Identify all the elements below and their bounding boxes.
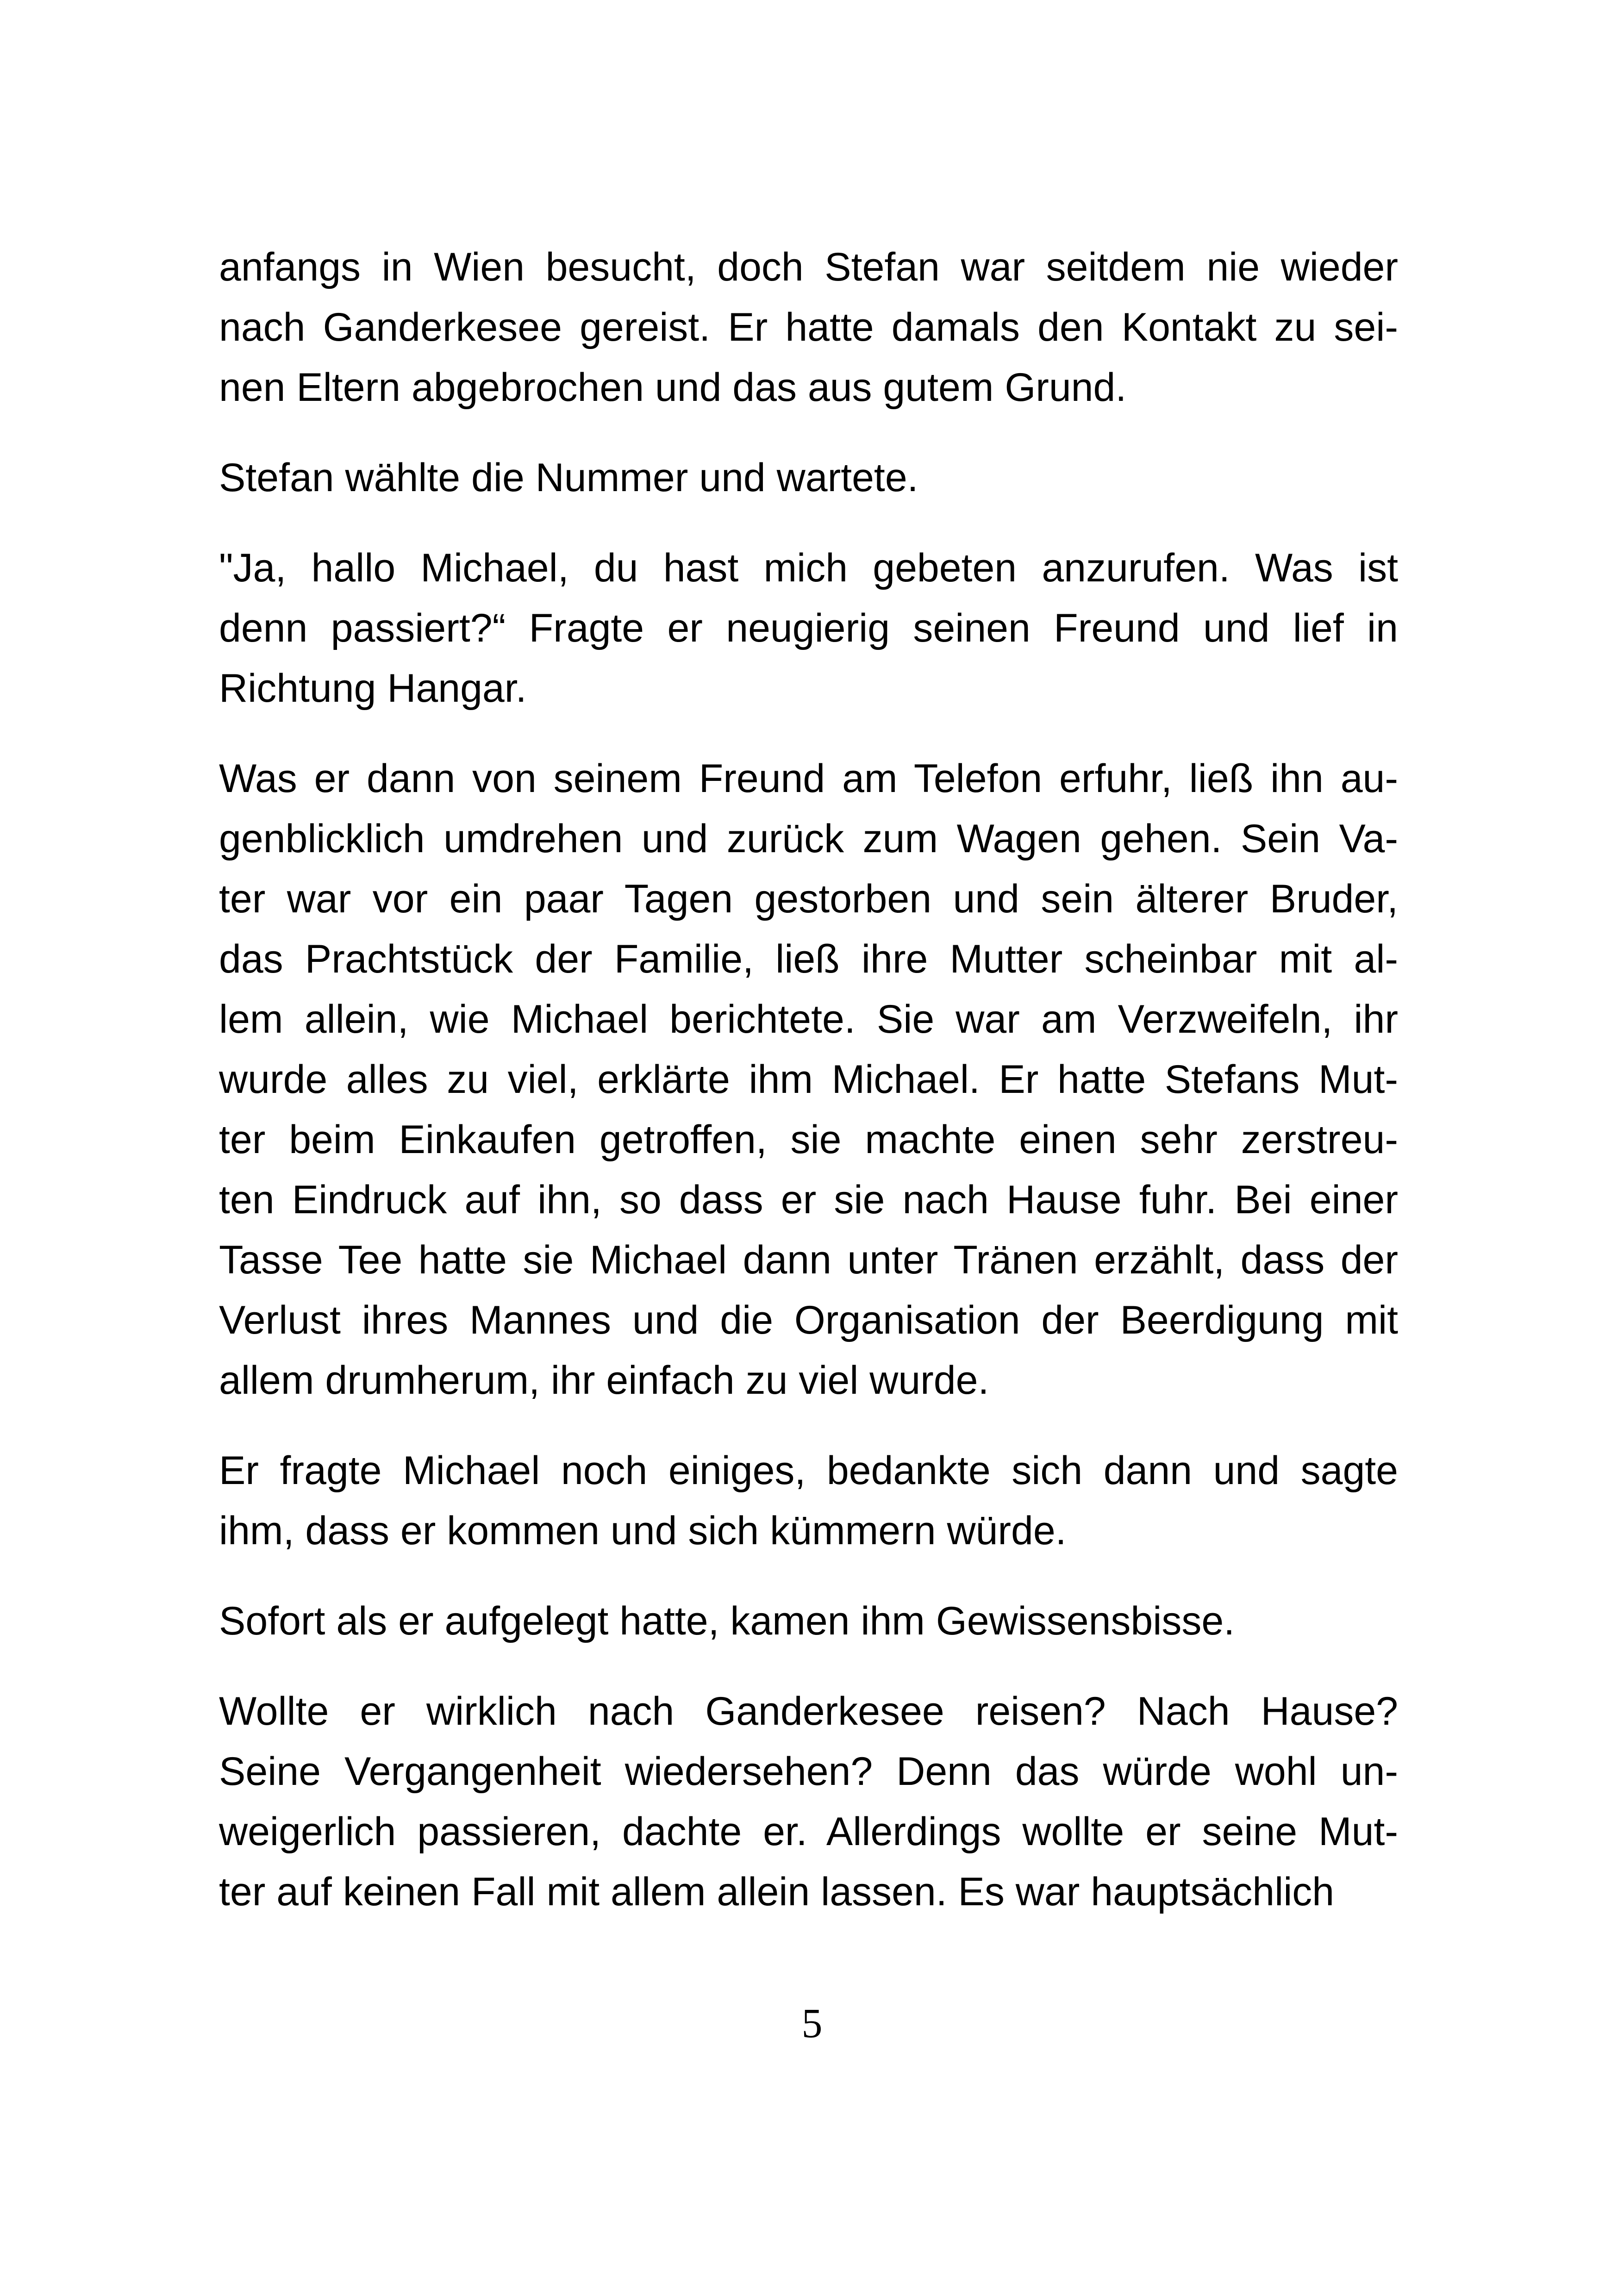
text-line: Wollte er wirklich nach Ganderkesee reisen? Nach Hause? [219,1689,1398,1734]
text-line: ihm, dass er kommen und sich kümmern würde. [219,1509,1067,1553]
paragraph [219,448,1398,508]
body-text [219,237,1398,1952]
text-line: anfangs in Wien besucht, doch Stefan war seitdem nie wieder [219,245,1398,289]
paragraph [219,237,1398,418]
text-line: ter war vor ein paar Tagen gestorben und sein älterer Bruder, [219,877,1398,921]
text-line: Tasse Tee hatte sie Michael dann unter Tränen erzählt, dass der [219,1238,1398,1282]
text-line: Verlust ihres Mannes und die Organisation der Beerdigung mit [219,1298,1398,1342]
text-line: das Prachtstück der Familie, ließ ihre Mutter scheinbar mit al- [219,937,1398,981]
paragraph [219,538,1398,718]
text-line: Was er dann von seinem Freund am Telefon erfuhr, ließ ihn au- [219,756,1398,801]
text-line: Er fragte Michael noch einiges, bedankte sich dann und sagte [219,1448,1398,1493]
text-line: ter auf keinen Fall mit allem allein lassen. Es war hauptsächlich [219,1870,1335,1914]
text-line: ten Eindruck auf ihn, so dass er sie nach Hause fuhr. Bei einer [219,1178,1398,1222]
text-line: ter beim Einkaufen getroffen, sie machte einen sehr zerstreu- [219,1117,1398,1162]
text-line: Stefan wählte die Nummer und wartete. [219,455,918,500]
text-line: nach Ganderkesee gereist. Er hatte damals den Kontakt zu sei- [219,305,1398,349]
text-line: genblicklich umdrehen und zurück zum Wagen gehen. Sein Va- [219,817,1398,861]
paragraph [219,1681,1398,1922]
text-line: Richtung Hangar. [219,666,527,711]
text-line: nen Eltern abgebrochen und das aus gutem Grund. [219,365,1127,410]
text-line: denn passiert?“ Fragte er neugierig seinen Freund und lief in [219,606,1398,650]
text-line: Seine Vergangenheit wiedersehen? Denn das würde wohl un- [219,1749,1398,1794]
text-line: allem drumherum, ihr einfach zu viel wurde. [219,1358,989,1403]
paragraph [219,1441,1398,1561]
text-line: wurde alles zu viel, erklärte ihm Michael. Er hatte Stefans Mut- [219,1057,1398,1102]
paragraph [219,748,1398,1410]
text-line: lem allein, wie Michael berichtete. Sie war am Verzweifeln, ihr [219,997,1398,1041]
text-line: Sofort als er aufgelegt hatte, kamen ihm Gewissensbisse. [219,1599,1235,1643]
paragraph [219,1591,1398,1651]
text-line: weigerlich passieren, dachte er. Allerdings wollte er seine Mut- [219,1809,1398,1854]
text-line: "Ja, hallo Michael, du hast mich gebeten anzurufen. Was ist [219,546,1398,590]
page-number: 5 [801,2001,823,2046]
